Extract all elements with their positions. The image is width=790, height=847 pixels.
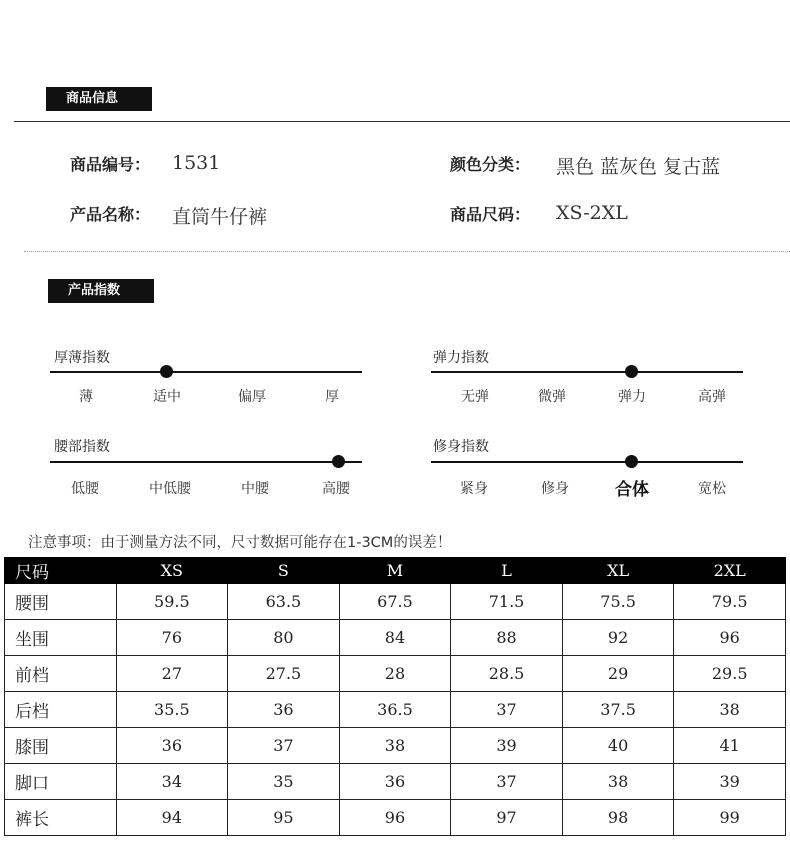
table-row-front-rise — [5, 656, 786, 692]
table-cell: 38 — [339, 728, 451, 764]
size-table — [4, 557, 786, 836]
table-cell: 71.5 — [451, 584, 563, 620]
row-label: 裤长 — [5, 800, 117, 836]
table-cell: 84 — [339, 620, 451, 656]
row-label: 坐围 — [5, 620, 117, 656]
dotted-divider — [24, 251, 790, 252]
thickness-index-title: 厚薄指数 — [54, 350, 110, 366]
table-cell: 37.5 — [562, 692, 674, 728]
fit-option-4: 宽松 — [698, 481, 726, 497]
elasticity-option-1: 无弹 — [461, 389, 489, 405]
table-cell: 27.5 — [228, 656, 340, 692]
table-cell: 38 — [674, 692, 786, 728]
thickness-index-marker — [160, 365, 173, 378]
table-cell: 37 — [451, 764, 563, 800]
table-cell: 92 — [562, 620, 674, 656]
waist-index-track — [50, 461, 362, 463]
row-label: 腰围 — [5, 584, 117, 620]
table-cell: 29.5 — [674, 656, 786, 692]
table-row-waist — [5, 584, 786, 620]
table-cell: 28.5 — [451, 656, 563, 692]
fit-index-marker — [625, 455, 638, 468]
elasticity-option-2: 微弹 — [538, 389, 566, 405]
product-name-value: 直筒牛仔裤 — [172, 206, 268, 228]
table-cell: 95 — [228, 800, 340, 836]
waist-index-title: 腰部指数 — [54, 439, 110, 455]
size-header-l: L — [451, 558, 563, 584]
row-label: 后档 — [5, 692, 117, 728]
table-cell: 76 — [116, 620, 228, 656]
table-cell: 34 — [116, 764, 228, 800]
waist-option-3: 中腰 — [241, 481, 269, 497]
table-cell: 80 — [228, 620, 340, 656]
table-cell: 35 — [228, 764, 340, 800]
table-cell: 36.5 — [339, 692, 451, 728]
waist-option-4: 高腰 — [322, 481, 350, 497]
table-row-leg-opening — [5, 764, 786, 800]
color-category-label: 颜色分类： — [450, 155, 531, 174]
size-header-m: M — [339, 558, 451, 584]
table-cell: 39 — [451, 728, 563, 764]
table-cell: 63.5 — [228, 584, 340, 620]
size-header-label: 尺码 — [5, 558, 117, 584]
size-header-2xl: 2XL — [674, 558, 786, 584]
table-row-length — [5, 800, 786, 836]
product-code-value: 1531 — [172, 152, 221, 174]
table-cell: 79.5 — [674, 584, 786, 620]
elasticity-index-track — [431, 371, 743, 373]
fit-option-2: 修身 — [541, 481, 569, 497]
elasticity-option-4: 高弹 — [698, 389, 726, 405]
table-cell: 59.5 — [116, 584, 228, 620]
table-row-back-rise — [5, 692, 786, 728]
table-row-knee — [5, 728, 786, 764]
product-index-title: 产品指数 — [68, 283, 121, 298]
table-cell: 38 — [562, 764, 674, 800]
thickness-index-track — [50, 371, 362, 373]
table-cell: 36 — [339, 764, 451, 800]
table-cell: 39 — [674, 764, 786, 800]
product-info-title: 商品信息 — [66, 91, 119, 106]
product-code-label: 商品编号： — [70, 155, 151, 174]
size-header-xs: XS — [116, 558, 228, 584]
row-label: 膝围 — [5, 728, 117, 764]
color-category-value: 黑色 蓝灰色 复古蓝 — [556, 156, 721, 178]
thickness-option-1: 薄 — [79, 389, 93, 405]
product-index-tag — [48, 279, 154, 303]
fit-option-3: 合体 — [615, 480, 649, 500]
table-cell: 27 — [116, 656, 228, 692]
table-cell: 96 — [339, 800, 451, 836]
table-cell: 36 — [228, 692, 340, 728]
table-cell: 35.5 — [116, 692, 228, 728]
thickness-option-3: 偏厚 — [238, 389, 266, 405]
waist-option-2: 中低腰 — [149, 481, 191, 497]
table-cell: 40 — [562, 728, 674, 764]
product-size-label: 商品尺码： — [450, 205, 531, 224]
table-cell: 29 — [562, 656, 674, 692]
row-label: 前档 — [5, 656, 117, 692]
table-cell: 36 — [116, 728, 228, 764]
row-label: 脚口 — [5, 764, 117, 800]
table-cell: 96 — [674, 620, 786, 656]
table-cell: 28 — [339, 656, 451, 692]
product-name-label: 产品名称： — [70, 205, 151, 224]
product-info-divider — [14, 121, 790, 122]
fit-option-1: 紧身 — [460, 481, 488, 497]
table-cell: 88 — [451, 620, 563, 656]
fit-index-title: 修身指数 — [433, 439, 489, 455]
product-info-tag — [46, 87, 152, 111]
table-cell: 98 — [562, 800, 674, 836]
thickness-option-4: 厚 — [325, 389, 339, 405]
table-row-hip — [5, 620, 786, 656]
table-cell: 99 — [674, 800, 786, 836]
product-size-value: XS-2XL — [556, 202, 628, 224]
waist-option-1: 低腰 — [71, 481, 99, 497]
table-cell: 75.5 — [562, 584, 674, 620]
size-header-s: S — [228, 558, 340, 584]
table-cell: 37 — [451, 692, 563, 728]
elasticity-index-title: 弹力指数 — [433, 350, 489, 366]
elasticity-index-marker — [625, 365, 638, 378]
measurement-notice: 注意事项：由于测量方法不同，尺寸数据可能存在1-3CM的误差！ — [28, 535, 452, 551]
table-cell: 67.5 — [339, 584, 451, 620]
waist-index-marker — [332, 455, 345, 468]
elasticity-option-3: 弹力 — [618, 389, 646, 405]
table-cell: 94 — [116, 800, 228, 836]
table-cell: 41 — [674, 728, 786, 764]
thickness-option-2: 适中 — [153, 389, 181, 405]
table-cell: 97 — [451, 800, 563, 836]
size-header-xl: XL — [562, 558, 674, 584]
fit-index-track — [431, 461, 743, 463]
table-cell: 37 — [228, 728, 340, 764]
size-table-header-row — [5, 558, 786, 584]
